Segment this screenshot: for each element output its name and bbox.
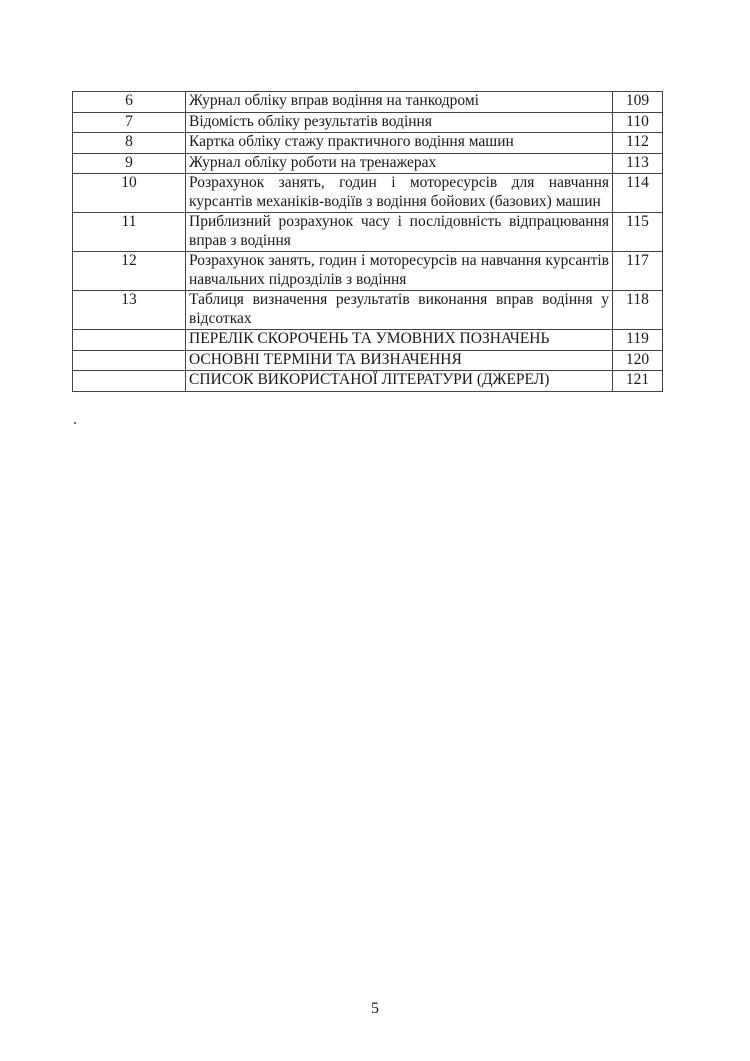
row-title: Розрахунок занять, годин і моторесурсів для навчання курсантів механіків-водіїв з водіння бойових (базових) машин	[186, 174, 613, 213]
row-number: 8	[73, 133, 186, 154]
row-title: Картка обліку стажу практичного водіння машин	[186, 133, 613, 154]
row-title: ПЕРЕЛІК СКОРОЧЕНЬ ТА УМОВНИХ ПОЗНАЧЕНЬ	[186, 330, 613, 351]
table-row	[73, 371, 663, 392]
row-number: 6	[73, 92, 186, 113]
table-row	[73, 133, 663, 154]
table-row	[73, 174, 663, 213]
row-page: 109	[613, 92, 663, 113]
row-page: 118	[613, 291, 663, 330]
row-number: 11	[73, 213, 186, 252]
table-row	[73, 213, 663, 252]
row-title: Розрахунок занять, годин і моторесурсів на навчання курсантів навчальних підрозділів з водіння	[186, 252, 613, 291]
row-page: 115	[613, 213, 663, 252]
row-number	[73, 330, 186, 351]
row-page: 119	[613, 330, 663, 351]
row-number: 12	[73, 252, 186, 291]
table-of-contents	[72, 91, 663, 392]
row-title: Журнал обліку вправ водіння на танкодромі	[186, 92, 613, 113]
row-page: 117	[613, 252, 663, 291]
toc-body	[73, 92, 663, 392]
row-page: 113	[613, 153, 663, 174]
table-row	[73, 112, 663, 133]
row-number	[73, 350, 186, 371]
row-page: 114	[613, 174, 663, 213]
row-number: 7	[73, 112, 186, 133]
row-number	[73, 371, 186, 392]
stray-mark	[74, 422, 76, 424]
table-row	[73, 252, 663, 291]
row-number: 13	[73, 291, 186, 330]
row-title: Журнал обліку роботи на тренажерах	[186, 153, 613, 174]
table-row	[73, 350, 663, 371]
row-page: 110	[613, 112, 663, 133]
row-title: СПИСОК ВИКОРИСТАНОЇ ЛІТЕРАТУРИ (ДЖЕРЕЛ)	[186, 371, 613, 392]
row-page: 112	[613, 133, 663, 154]
row-title: Відомість обліку результатів водіння	[186, 112, 613, 133]
row-page: 121	[613, 371, 663, 392]
page-number: 5	[371, 1000, 379, 1017]
table-row	[73, 153, 663, 174]
table-row	[73, 92, 663, 113]
row-title: ОСНОВНІ ТЕРМІНИ ТА ВИЗНАЧЕННЯ	[186, 350, 613, 371]
row-page: 120	[613, 350, 663, 371]
row-number: 10	[73, 174, 186, 213]
table-row	[73, 330, 663, 351]
row-title: Таблиця визначення результатів виконання вправ водіння у відсотках	[186, 291, 613, 330]
row-title: Приблизний розрахунок часу і послідовність відпрацювання вправ з водіння	[186, 213, 613, 252]
row-number: 9	[73, 153, 186, 174]
table-row	[73, 291, 663, 330]
